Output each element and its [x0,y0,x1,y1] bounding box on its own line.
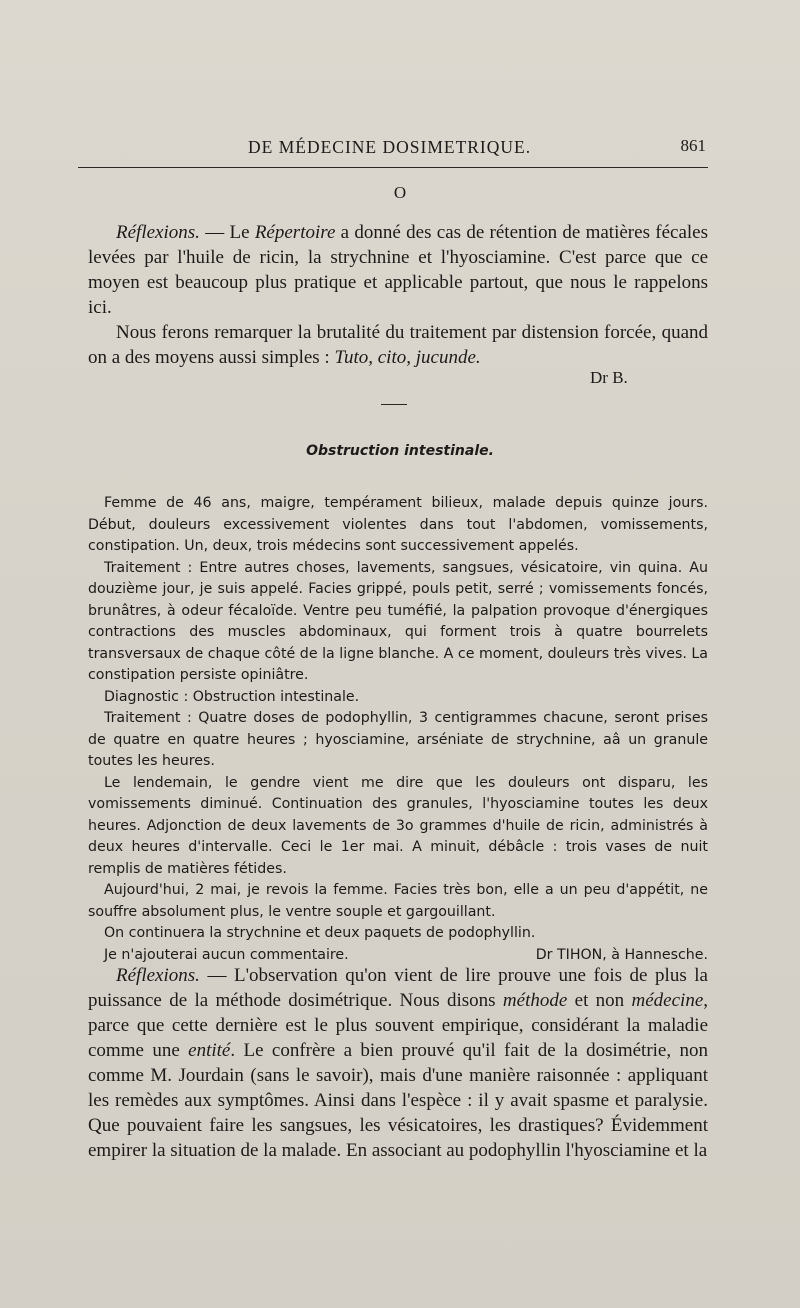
article-paragraph: Aujourd'hui, 2 mai, je revois la femme. Facies très bon, elle a un peu d'appétit, ne souffre absolument plus, le ventre souple et gargouillant. [88,882,708,920]
text-run: Nous ferons remarquer la brutalité du traitement par distension forcée, quand on a des moyens aussi simples : [88,322,708,368]
reflexions-block-1 [88,220,708,370]
text-run: — L'observation qu'on vient de lire prouve une fois de plus la puissance de la méthode dosimétrique. Nous disons [88,965,708,1011]
reflexions-lead: Réflexions. [116,222,200,243]
reflexions-lead-2: Réflexions. [116,965,200,986]
text-run: et non [567,990,632,1011]
article-paragraph: On continuera la strychnine et deux paquets de podophyllin. [104,925,536,941]
emphasis-medecine: médecine [631,990,704,1011]
page-number: 861 [680,136,706,155]
section-divider [381,404,407,405]
page-header [90,133,710,163]
repertoire-title: Répertoire [254,222,336,243]
text-run: a donné des cas de rétention de matières fécales levées par l'huile de ricin, la strychnine et l'hyosciamine. C'est parce que ce moyen est beaucoup plus pratique et applicable partout, que nous le rappelons ici. [88,222,708,318]
article-body [88,493,708,966]
section-mark: O [393,183,407,202]
running-head: DE MÉDECINE DOSIMETRIQUE. [248,137,532,157]
article-paragraph: Diagnostic : Obstruction intestinale. [104,688,360,705]
header-rule [78,167,708,168]
text-run: — Le [199,222,255,243]
emphasis-entite: entité [188,1040,231,1061]
article-paragraph: Femme de 46 ans, maigre, tempérament bilieux, malade depuis quinze jours. Début, douleurs excessivement violentes dans tout l'abdomen, vomissements, constipation. Un, deux, trois médecins sont successivement appelés. [88,495,708,554]
closing-remark: Je n'ajouterai aucun commentaire. [104,946,349,963]
text-run: . Le confrère a bien prouvé qu'il fait de la dosimétrie, non comme M. Jourdain (sans le savoir), mais d'une manière raisonnée : appliquant les remèdes aux symptômes. Ainsi dans l'espèce : il y avait spasme et paralysie. Que pouvaient faire les sangsues, les vésicatoires, les drastiques? Évidemment empirer la situation de la malade. En associant au podophyllin l'hyosciamine et la [88,1040,708,1161]
motto: Tuto, cito, jucunde. [334,347,481,368]
signature-dr-b: Dr B. [590,368,628,387]
reflexions-paragraph-3 [88,963,708,1163]
text-run: , parce que cette dernière est le plus souvent empirique, considérant la maladie comme une [88,990,708,1061]
emphasis-methode: méthode [502,990,568,1011]
reflexions-paragraph-2 [88,320,708,370]
reflexions-block-2 [88,963,708,1163]
article-paragraph: Traitement : Entre autres choses, lavements, sangsues, vésicatoire, vin quina. Au douzième jour, je suis appelé. Facies grippé, pouls petit, serré ; vomissements foncés, brunâtres, à odeur fécaloïde. Ventre peu tuméfié, la palpation provoque d'énergiques contractions des muscles abdominaux, qui forment trois à quatre bourrelets transversaux de chaque côté de la ligne blanche. A ce moment, douleurs très vives. La constipation persiste opiniâtre. [88,559,708,683]
article-paragraph: Traitement : Quatre doses de podophyllin, 3 centigrammes chacune, seront prises de quatre en quatre heures ; hyosciamine, arséniate de strychnine, aâ un granule toutes les heures. [88,710,708,769]
reflexions-paragraph-1 [88,220,708,320]
article-title: Obstruction intestinale. [306,443,494,459]
article-paragraph: Le lendemain, le gendre vient me dire que les douleurs ont disparu, les vomissements diminué. Continuation des granules, l'hyosciamine toutes les deux heures. Adjonction de deux lavements de 3o grammes d'huile de ricin, administrés à deux heures d'intervalle. Ceci le 1er mai. A minuit, débâcle : trois vases de nuit remplis de matières fétides. [88,774,708,877]
signature-dr-tihon: Dr TIHON, à Hannesche. [535,946,708,963]
